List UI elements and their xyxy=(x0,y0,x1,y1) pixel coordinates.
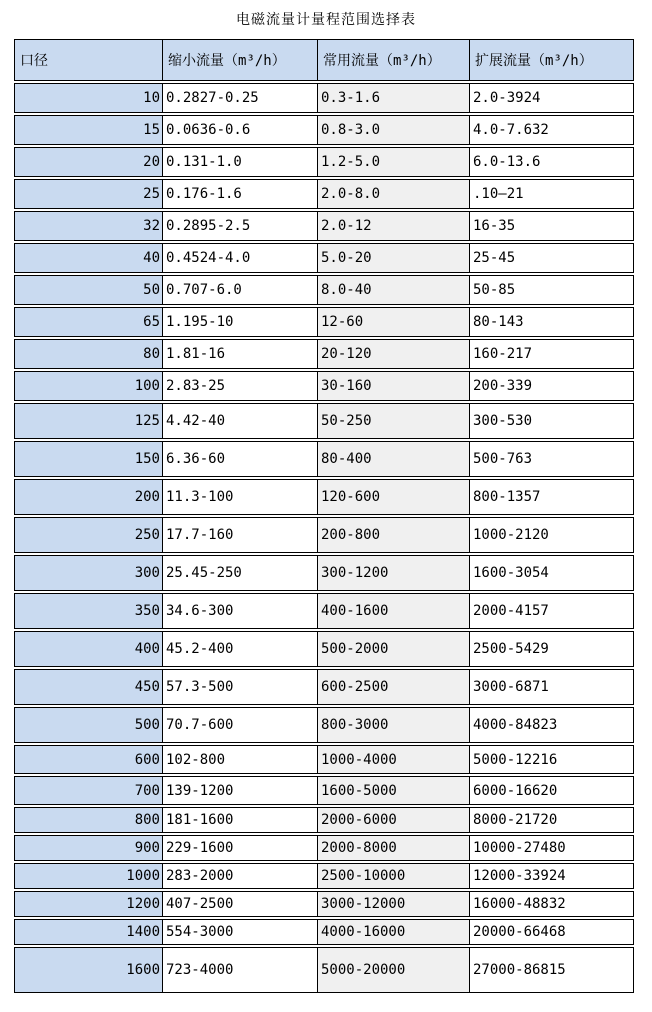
common-flow-cell: 1000-4000 xyxy=(318,745,470,774)
common-flow-cell: 20-120 xyxy=(318,339,470,369)
common-flow-cell: 1600-5000 xyxy=(318,776,470,805)
common-flow-cell: 3000-12000 xyxy=(318,891,470,917)
extended-flow-cell: 1600-3054 xyxy=(470,555,634,591)
reduced-flow-cell: 0.2895-2.5 xyxy=(163,211,318,241)
reduced-flow-cell: 139-1200 xyxy=(163,776,318,805)
table-row xyxy=(14,593,634,629)
table-body xyxy=(14,83,634,993)
reduced-flow-cell: 0.707-6.0 xyxy=(163,275,318,305)
common-flow-cell: 600-2500 xyxy=(318,669,470,705)
table-row xyxy=(14,441,634,477)
diameter-cell: 1600 xyxy=(14,947,163,993)
extended-flow-cell: 27000-86815 xyxy=(470,947,634,993)
extended-flow-cell: 10000-27480 xyxy=(470,835,634,861)
diameter-cell: 200 xyxy=(14,479,163,515)
common-flow-cell: 1.2-5.0 xyxy=(318,147,470,177)
reduced-flow-cell: 0.131-1.0 xyxy=(163,147,318,177)
diameter-cell: 1000 xyxy=(14,863,163,889)
table-row xyxy=(14,555,634,591)
common-flow-cell: 2000-6000 xyxy=(318,807,470,833)
table-row xyxy=(14,211,634,241)
reduced-flow-cell: 17.7-160 xyxy=(163,517,318,553)
extended-flow-cell: 50-85 xyxy=(470,275,634,305)
table-row xyxy=(14,863,634,889)
reduced-flow-cell: 2.83-25 xyxy=(163,371,318,401)
common-flow-cell: 5000-20000 xyxy=(318,947,470,993)
diameter-cell: 800 xyxy=(14,807,163,833)
diameter-cell: 15 xyxy=(14,115,163,145)
table-row xyxy=(14,403,634,439)
extended-flow-cell: 2500-5429 xyxy=(470,631,634,667)
table-row xyxy=(14,115,634,145)
extended-flow-cell: 300-530 xyxy=(470,403,634,439)
table-row xyxy=(14,371,634,401)
table-row xyxy=(14,147,634,177)
extended-flow-cell: .10—21 xyxy=(470,179,634,209)
table-row xyxy=(14,919,634,945)
reduced-flow-cell: 45.2-400 xyxy=(163,631,318,667)
common-flow-cell: 300-1200 xyxy=(318,555,470,591)
extended-flow-cell: 800-1357 xyxy=(470,479,634,515)
diameter-cell: 1200 xyxy=(14,891,163,917)
diameter-cell: 80 xyxy=(14,339,163,369)
table-row xyxy=(14,891,634,917)
extended-flow-cell: 5000-12216 xyxy=(470,745,634,774)
common-flow-cell: 2.0-12 xyxy=(318,211,470,241)
extended-flow-cell: 20000-66468 xyxy=(470,919,634,945)
extended-flow-cell: 6.0-13.6 xyxy=(470,147,634,177)
diameter-cell: 400 xyxy=(14,631,163,667)
common-flow-cell: 400-1600 xyxy=(318,593,470,629)
table-row xyxy=(14,179,634,209)
table-row xyxy=(14,745,634,774)
reduced-flow-cell: 57.3-500 xyxy=(163,669,318,705)
diameter-cell: 250 xyxy=(14,517,163,553)
reduced-flow-cell: 1.81-16 xyxy=(163,339,318,369)
table-row xyxy=(14,669,634,705)
extended-flow-cell: 12000-33924 xyxy=(470,863,634,889)
diameter-cell: 450 xyxy=(14,669,163,705)
common-flow-cell: 2500-10000 xyxy=(318,863,470,889)
extended-flow-cell: 200-339 xyxy=(470,371,634,401)
diameter-cell: 125 xyxy=(14,403,163,439)
extended-flow-cell: 500-763 xyxy=(470,441,634,477)
table-row xyxy=(14,707,634,743)
extended-flow-cell: 25-45 xyxy=(470,243,634,273)
common-flow-cell: 4000-16000 xyxy=(318,919,470,945)
column-header-common-flow: 常用流量（m³/h） xyxy=(318,39,470,81)
column-header-extended-flow: 扩展流量（m³/h） xyxy=(470,39,634,81)
table-row xyxy=(14,517,634,553)
table-row xyxy=(14,776,634,805)
common-flow-cell: 500-2000 xyxy=(318,631,470,667)
common-flow-cell: 0.8-3.0 xyxy=(318,115,470,145)
reduced-flow-cell: 407-2500 xyxy=(163,891,318,917)
diameter-cell: 65 xyxy=(14,307,163,337)
extended-flow-cell: 16000-48832 xyxy=(470,891,634,917)
flow-range-table xyxy=(14,37,634,995)
table-header-row xyxy=(14,39,634,81)
reduced-flow-cell: 102-800 xyxy=(163,745,318,774)
table-row xyxy=(14,83,634,113)
common-flow-cell: 2000-8000 xyxy=(318,835,470,861)
extended-flow-cell: 2000-4157 xyxy=(470,593,634,629)
diameter-cell: 25 xyxy=(14,179,163,209)
column-header-diameter: 口径 xyxy=(14,39,163,81)
reduced-flow-cell: 0.2827-0.25 xyxy=(163,83,318,113)
page-title: 电磁流量计量程范围选择表 xyxy=(236,12,416,28)
diameter-cell: 40 xyxy=(14,243,163,273)
table-row xyxy=(14,243,634,273)
extended-flow-cell: 4000-84823 xyxy=(470,707,634,743)
extended-flow-cell: 1000-2120 xyxy=(470,517,634,553)
common-flow-cell: 2.0-8.0 xyxy=(318,179,470,209)
diameter-cell: 500 xyxy=(14,707,163,743)
reduced-flow-cell: 25.45-250 xyxy=(163,555,318,591)
diameter-cell: 600 xyxy=(14,745,163,774)
diameter-cell: 32 xyxy=(14,211,163,241)
table-row xyxy=(14,631,634,667)
reduced-flow-cell: 11.3-100 xyxy=(163,479,318,515)
extended-flow-cell: 6000-16620 xyxy=(470,776,634,805)
common-flow-cell: 50-250 xyxy=(318,403,470,439)
reduced-flow-cell: 723-4000 xyxy=(163,947,318,993)
diameter-cell: 50 xyxy=(14,275,163,305)
common-flow-cell: 200-800 xyxy=(318,517,470,553)
reduced-flow-cell: 1.195-10 xyxy=(163,307,318,337)
reduced-flow-cell: 283-2000 xyxy=(163,863,318,889)
reduced-flow-cell: 6.36-60 xyxy=(163,441,318,477)
diameter-cell: 900 xyxy=(14,835,163,861)
extended-flow-cell: 2.0-3924 xyxy=(470,83,634,113)
reduced-flow-cell: 0.176-1.6 xyxy=(163,179,318,209)
reduced-flow-cell: 70.7-600 xyxy=(163,707,318,743)
reduced-flow-cell: 4.42-40 xyxy=(163,403,318,439)
table-row xyxy=(14,947,634,993)
extended-flow-cell: 3000-6871 xyxy=(470,669,634,705)
reduced-flow-cell: 229-1600 xyxy=(163,835,318,861)
diameter-cell: 10 xyxy=(14,83,163,113)
common-flow-cell: 5.0-20 xyxy=(318,243,470,273)
table-row xyxy=(14,835,634,861)
common-flow-cell: 120-600 xyxy=(318,479,470,515)
extended-flow-cell: 4.0-7.632 xyxy=(470,115,634,145)
extended-flow-cell: 80-143 xyxy=(470,307,634,337)
common-flow-cell: 8.0-40 xyxy=(318,275,470,305)
reduced-flow-cell: 181-1600 xyxy=(163,807,318,833)
diameter-cell: 20 xyxy=(14,147,163,177)
common-flow-cell: 30-160 xyxy=(318,371,470,401)
common-flow-cell: 80-400 xyxy=(318,441,470,477)
reduced-flow-cell: 34.6-300 xyxy=(163,593,318,629)
table-row xyxy=(14,807,634,833)
reduced-flow-cell: 0.0636-0.6 xyxy=(163,115,318,145)
reduced-flow-cell: 554-3000 xyxy=(163,919,318,945)
common-flow-cell: 12-60 xyxy=(318,307,470,337)
column-header-reduced-flow: 缩小流量（m³/h） xyxy=(163,39,318,81)
reduced-flow-cell: 0.4524-4.0 xyxy=(163,243,318,273)
table-row xyxy=(14,307,634,337)
diameter-cell: 150 xyxy=(14,441,163,477)
common-flow-cell: 0.3-1.6 xyxy=(318,83,470,113)
diameter-cell: 350 xyxy=(14,593,163,629)
table-row xyxy=(14,339,634,369)
diameter-cell: 300 xyxy=(14,555,163,591)
extended-flow-cell: 160-217 xyxy=(470,339,634,369)
diameter-cell: 1400 xyxy=(14,919,163,945)
diameter-cell: 100 xyxy=(14,371,163,401)
diameter-cell: 700 xyxy=(14,776,163,805)
extended-flow-cell: 8000-21720 xyxy=(470,807,634,833)
common-flow-cell: 800-3000 xyxy=(318,707,470,743)
extended-flow-cell: 16-35 xyxy=(470,211,634,241)
table-row xyxy=(14,275,634,305)
table-row xyxy=(14,479,634,515)
